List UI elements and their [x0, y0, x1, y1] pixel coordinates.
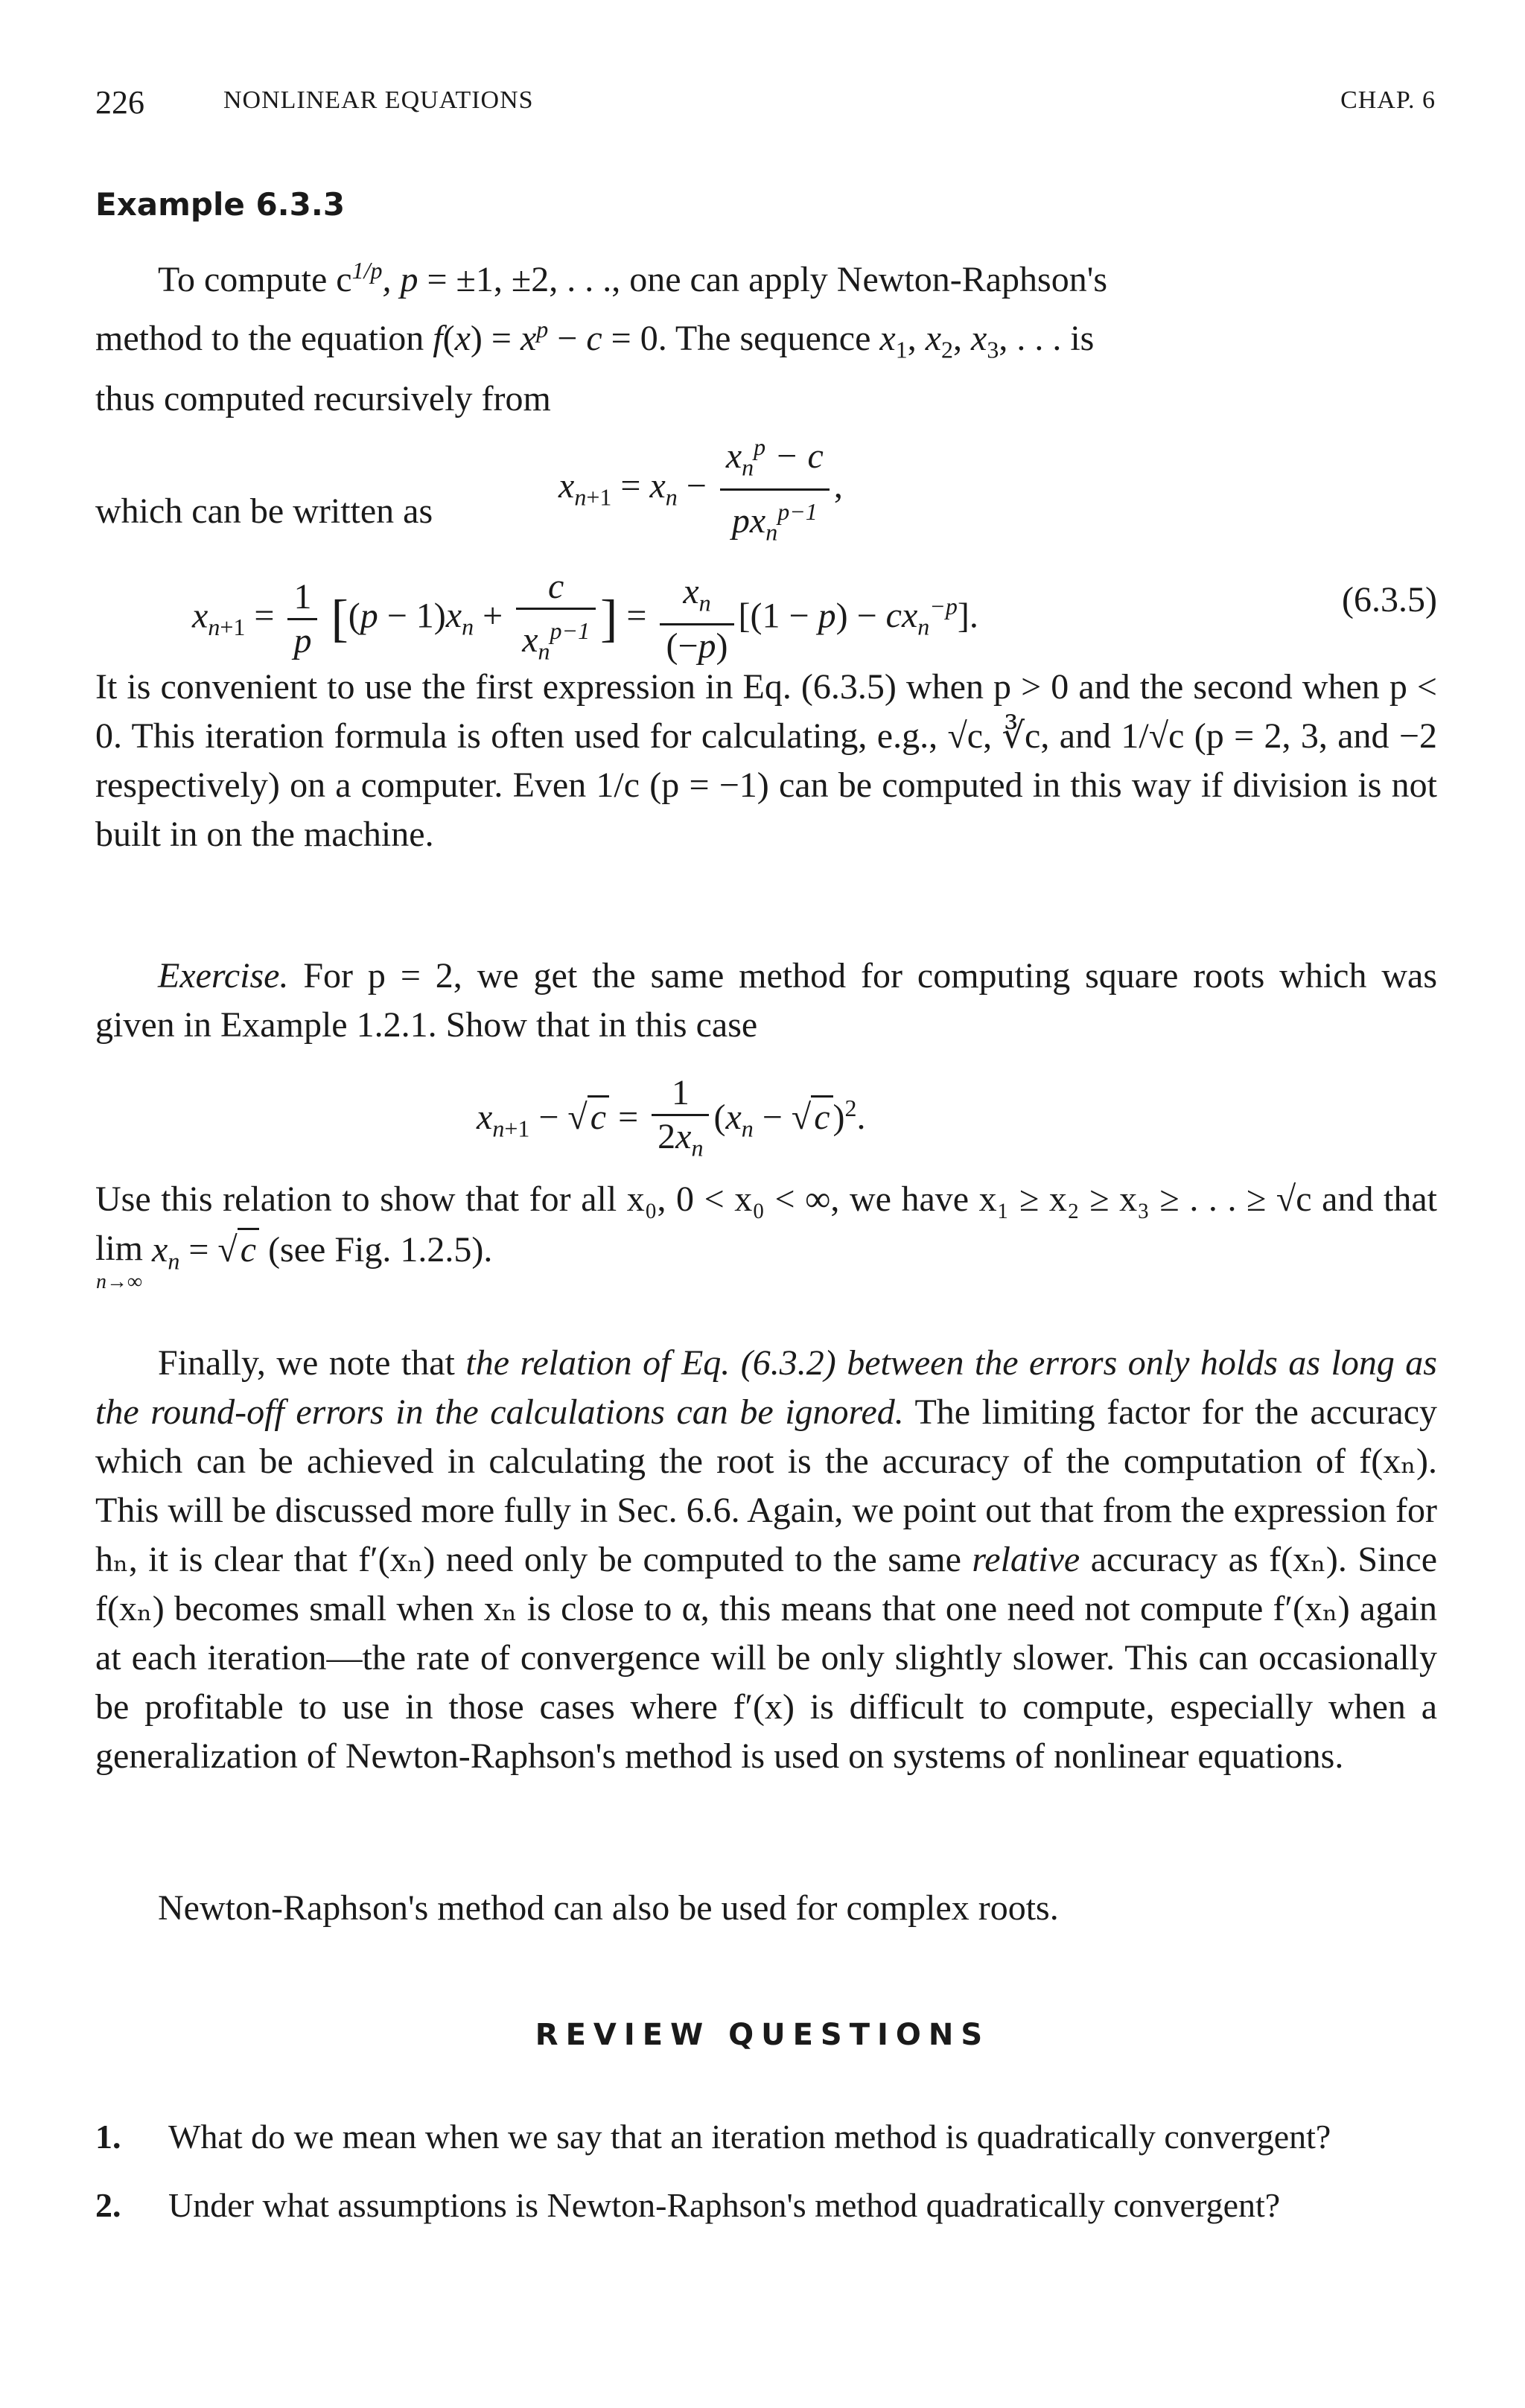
intro-text-2: , one can apply Newton-Raphson's — [611, 260, 1108, 299]
chapter-label: CHAP. 6 — [1340, 86, 1436, 114]
exercise-label: Exercise. — [158, 956, 289, 996]
question-number: 2. — [95, 2186, 121, 2224]
convenient-paragraph: It is convenient to use the first expression in Eq. (6.3.5) when p > 0 and the second when p < 0. This iteration formula is often used for calculating, e.g., √c, ∛c, and 1/√c (p = 2, 3, and −2 respectively) on a computer. Even 1/c (p = −1) can be computed in this way if division is not built in on the machine. — [95, 667, 1437, 854]
use-relation-paragraph: Use this relation to show that for all x₀, 0 < x₀ < ∞, we have x₁ ≥ x₂ ≥ x₃ ≥ . . . ≥ √c and that lim n→∞ $x_n = √c$ (see Fig. 1.2.5). — [95, 1179, 1437, 1293]
newton-equation: $x_{n+1} = x_n$ − $\frac{x_n^p - c}{px_n^{p-1}}$ , — [558, 426, 843, 552]
finally-text-2: The limiting factor for the accuracy which can be achieved in calculating the root is the accuracy of the computation of f(xₙ). This will be discussed more fully in Sec. 6.6. Again, we point out that from the expression for hₙ, it is clear that f′(xₙ) need only be computed to the same — [95, 1392, 1437, 1579]
finally-relative: relative — [972, 1540, 1080, 1579]
list-item — [95, 2182, 1437, 2229]
exercise-text: For p = 2, we get the same method for computing square roots which was given in Example 1.2.1. Show that in this case — [95, 956, 1438, 1045]
written-as-text: which can be written as — [95, 491, 433, 531]
finally-text-3: accuracy as f(xₙ). Since f(xₙ) becomes small when xₙ is close to α, this means that one need not compute f′(xₙ) again at each iteration—the rate of convergence will be only slightly slower. This can occasionally be profitable to use in those cases where f′(x) is difficult to compute, especially when a generalization of Newton-Raphson's method is used on systems of nonlinear equations. — [95, 1540, 1438, 1776]
page-number: 226 — [95, 84, 144, 121]
running-title: NONLINEAR EQUATIONS — [223, 86, 534, 114]
see-fig-text: (see Fig. 1.2.5). — [259, 1230, 493, 1270]
intro-text-1: To compute c — [158, 260, 352, 299]
finally-paragraph — [95, 1339, 1437, 1781]
intro-text-5: is — [1061, 319, 1095, 358]
question-text: Under what assumptions is Newton-Raphson's method quadratically convergent? — [168, 2186, 1281, 2224]
equation-number: (6.3.5) — [1342, 580, 1437, 619]
intro-text-4: . The sequence — [658, 319, 880, 358]
complex-roots-paragraph: Newton-Raphson's method can also be used for complex roots. — [158, 1888, 1059, 1928]
exercise-equation: $x_{n+1} - √c$ = $\frac{1}{2x_n}$ $(x_n - √c)^2$. — [477, 1073, 866, 1162]
list-item — [95, 2113, 1437, 2161]
review-questions-list — [95, 2113, 1437, 2250]
exercise-paragraph — [95, 952, 1437, 1050]
example-title: Example 6.3.3 — [95, 186, 346, 223]
question-number: 1. — [95, 2118, 121, 2156]
finally-italic: the relation of Eq. (6.3.2) between the errors only holds as long as the round-off errors in the calculations can be ignored. — [95, 1343, 1437, 1432]
equation-6-3-5: $x_{n+1}$ = $\frac{1}{p}$ [$(p - 1)x_n$ + $\frac{c}{x_n^{p-1}}$ ] = $\frac{x_n}{(-p)}$ $[(1 - p) - cx_n^{-p}]$. (6.3.5) — [192, 567, 1437, 666]
use-relation-text: Use this relation to show that for all x₀, 0 < x₀ < ∞, we have x₁ ≥ x₂ ≥ x₃ ≥ . . . ≥ √c and that — [95, 1179, 1437, 1219]
intro-paragraph: To compute $c^{1/p}$, p = ±1, ±2, . . ., one can apply Newton-Raphson's method to the equation $f(x) = x^p - c = 0$. The sequence $x_1$, $x_2$, $x_3$, . . . is thus computed recursively from — [95, 257, 1108, 418]
newton-fraction: $\frac{x_n^p - c}{px_n^{p-1}}$ — [720, 426, 830, 552]
review-heading: REVIEW QUESTIONS — [535, 2018, 990, 2052]
intro-text-6: thus computed recursively from — [95, 378, 551, 418]
finally-text-1: Finally, we note that — [158, 1343, 466, 1383]
page-header — [95, 83, 1436, 136]
intro-text-3: method to the equation — [95, 319, 433, 358]
question-text: What do we mean when we say that an iteration method is quadratically convergent? — [168, 2118, 1331, 2156]
